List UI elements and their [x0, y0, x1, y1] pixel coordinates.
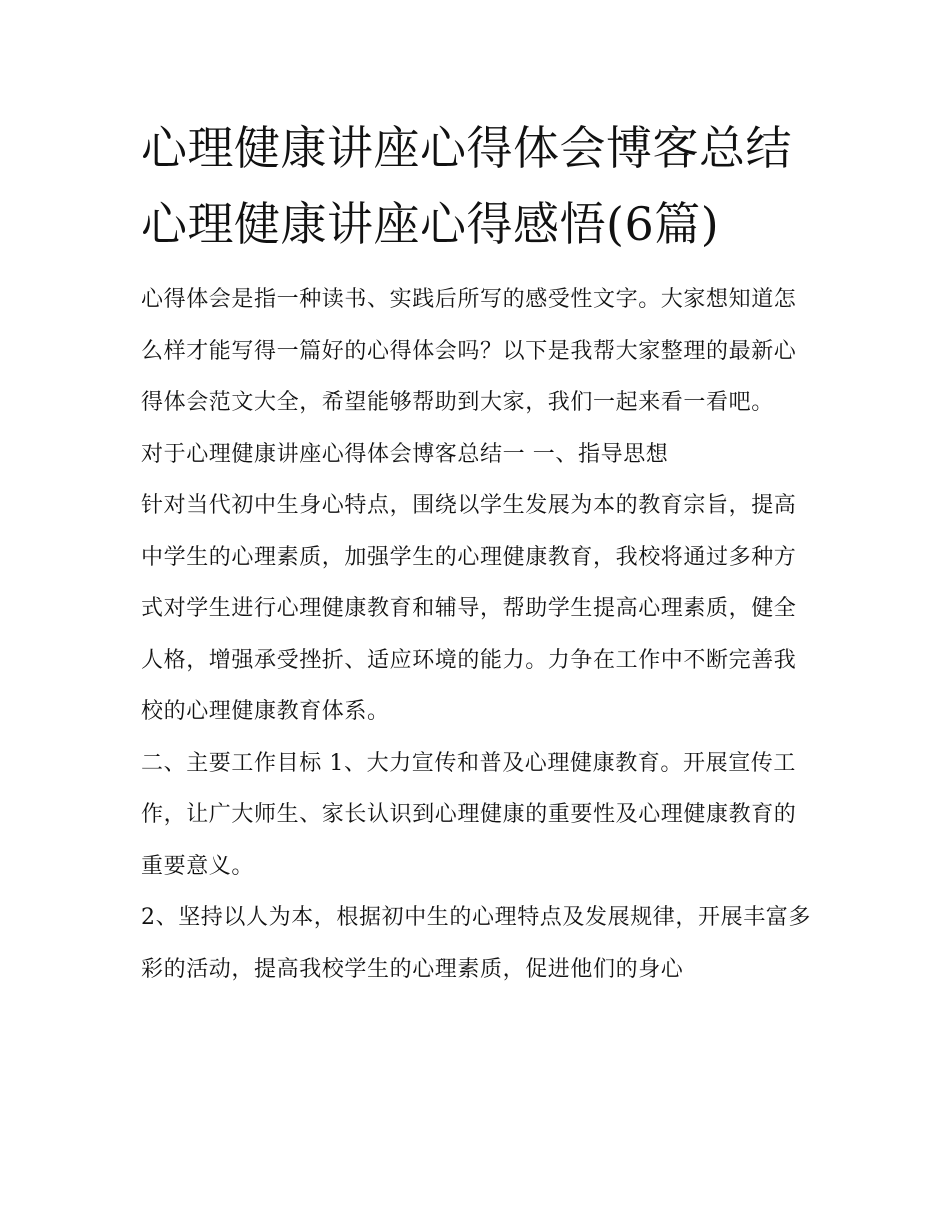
document-title: 心理健康讲座心得体会博客总结 心理健康讲座心得感悟(6篇)	[141, 121, 792, 251]
section-heading: 对于心理健康讲座心得体会博客总结一 一、指导思想	[141, 441, 669, 467]
document-page	[141, 110, 813, 995]
guiding-thought-paragraph: 针对当代初中生身心特点，围绕以学生发展为本的教育宗旨，提高中学生的心理素质，加强学生的心理健康教育，我校将通过多种方式对学生进行心理健康教育和辅导，帮助学生提高心理素质，健全人格，增强承受挫折、适应环境的能力。力争在工作中不断完善我校的心理健康教育体系。	[141, 493, 797, 724]
document-body	[141, 274, 813, 995]
work-goals-paragraph: 二、主要工作目标 1、大力宣传和普及心理健康教育。开展宣传工作，让广大师生、家长认识到心理健康的重要性及心理健康教育的重要意义。	[141, 750, 797, 879]
people-oriented-paragraph: 2、坚持以人为本，根据初中生的心理特点及发展规律，开展丰富多彩的活动，提高我校学生的心理素质，促进他们的身心	[141, 905, 811, 982]
intro-paragraph: 心得体会是指一种读书、实践后所写的感受性文字。大家想知道怎么样才能写得一篇好的心得体会吗？以下是我帮大家整理的最新心得体会范文大全，希望能够帮助到大家，我们一起来看一看吧。	[141, 287, 797, 415]
